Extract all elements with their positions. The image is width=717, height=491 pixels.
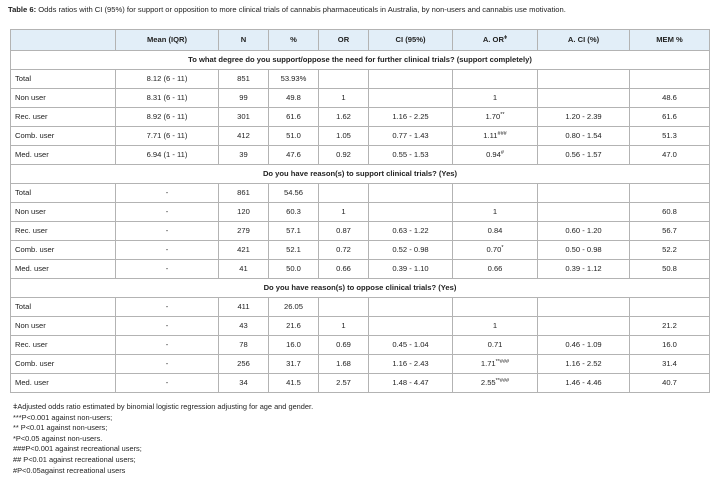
cell-odds-ratio: 1 — [319, 203, 369, 222]
aor-significance: **### — [495, 378, 510, 384]
cell-n: 861 — [219, 184, 269, 203]
cell-percent: 57.1 — [269, 222, 319, 241]
header-cell-mem: MEM % — [630, 30, 710, 51]
table-row — [11, 317, 710, 336]
cell-row-label: Med. user — [11, 374, 116, 393]
cell-n: 120 — [219, 203, 269, 222]
cell-ci-95: 0.55 - 1.53 — [369, 146, 453, 165]
cell-adjusted-ci: 0.60 - 1.20 — [538, 222, 630, 241]
table-row — [11, 203, 710, 222]
aor-significance: ### — [497, 131, 507, 137]
aor-value: 1 — [492, 207, 498, 216]
aor-value: 0.71 — [487, 340, 503, 349]
cell-adjusted-or — [453, 184, 538, 203]
cell-adjusted-or — [453, 146, 538, 165]
cell-row-label: Comb. user — [11, 241, 116, 260]
header-cell-aci: A. CI (%) — [538, 30, 630, 51]
cell-percent: 50.0 — [269, 260, 319, 279]
cell-mem-percent: 16.0 — [630, 336, 710, 355]
cell-mem-percent — [630, 298, 710, 317]
cell-percent: 52.1 — [269, 241, 319, 260]
cell-n: 34 — [219, 374, 269, 393]
cell-adjusted-or — [453, 222, 538, 241]
header-cell-pct: % — [269, 30, 319, 51]
footnotes — [13, 402, 693, 476]
cell-adjusted-ci: 0.56 - 1.57 — [538, 146, 630, 165]
cell-n: 41 — [219, 260, 269, 279]
cell-row-label: Total — [11, 298, 116, 317]
section-title: Do you have reason(s) to support clinical trials? (Yes) — [11, 165, 710, 184]
header-aor-sup: ǂ — [503, 35, 508, 41]
cell-ci-95 — [369, 317, 453, 336]
cell-adjusted-ci: 0.46 - 1.09 — [538, 336, 630, 355]
cell-adjusted-ci — [538, 70, 630, 89]
cell-row-label: Non user — [11, 203, 116, 222]
header-cell-mean: Mean (IQR) — [116, 30, 219, 51]
cell-odds-ratio — [319, 184, 369, 203]
cell-row-label: Total — [11, 70, 116, 89]
cell-ci-95: 0.63 - 1.22 — [369, 222, 453, 241]
cell-percent: 21.6 — [269, 317, 319, 336]
header-row — [11, 30, 710, 51]
cell-adjusted-ci — [538, 317, 630, 336]
cell-ci-95 — [369, 89, 453, 108]
cell-ci-95: 1.16 - 2.25 — [369, 108, 453, 127]
cell-mem-percent: 61.6 — [630, 108, 710, 127]
cell-adjusted-or — [453, 374, 538, 393]
cell-odds-ratio — [319, 298, 369, 317]
table-caption — [8, 4, 708, 15]
cell-adjusted-ci: 1.46 - 4.46 — [538, 374, 630, 393]
cell-n: 301 — [219, 108, 269, 127]
table-row — [11, 146, 710, 165]
aor-value: 1 — [492, 93, 498, 102]
section-title: To what degree do you support/oppose the need for further clinical trials? (support completely) — [11, 51, 710, 70]
cell-mean-iqr: - — [116, 298, 219, 317]
cell-n: 421 — [219, 241, 269, 260]
aor-significance: ** — [500, 112, 505, 118]
cell-mean-iqr: 8.92 (6 - 11) — [116, 108, 219, 127]
cell-ci-95: 1.48 - 4.47 — [369, 374, 453, 393]
header-cell-label — [11, 30, 116, 51]
cell-mean-iqr: - — [116, 317, 219, 336]
section-header-row — [11, 51, 710, 70]
table-row — [11, 184, 710, 203]
cell-row-label: Non user — [11, 317, 116, 336]
cell-adjusted-ci: 0.80 - 1.54 — [538, 127, 630, 146]
cell-mem-percent: 31.4 — [630, 355, 710, 374]
table-row — [11, 355, 710, 374]
aor-significance: **### — [495, 359, 510, 365]
cell-percent: 53.93% — [269, 70, 319, 89]
cell-n: 412 — [219, 127, 269, 146]
cell-ci-95: 0.39 - 1.10 — [369, 260, 453, 279]
cell-n: 39 — [219, 146, 269, 165]
cell-mean-iqr: 6.94 (1 - 11) — [116, 146, 219, 165]
cell-adjusted-or — [453, 241, 538, 260]
cell-adjusted-or — [453, 260, 538, 279]
cell-odds-ratio — [319, 70, 369, 89]
aor-value: 0.84 — [487, 226, 503, 235]
cell-odds-ratio: 2.57 — [319, 374, 369, 393]
cell-row-label: Rec. user — [11, 336, 116, 355]
footnote-line: #P<0.05against recreational users — [13, 465, 126, 475]
footnote-line: ###P<0.001 against recreational users; — [13, 444, 142, 454]
cell-ci-95: 0.45 - 1.04 — [369, 336, 453, 355]
cell-mem-percent — [630, 70, 710, 89]
cell-mem-percent: 48.6 — [630, 89, 710, 108]
aor-value: 2.55 — [480, 378, 496, 387]
cell-percent: 54.56 — [269, 184, 319, 203]
cell-row-label: Comb. user — [11, 127, 116, 146]
caption-label: Table 6: — [8, 5, 37, 14]
cell-mean-iqr: 8.12 (6 - 11) — [116, 70, 219, 89]
cell-percent: 31.7 — [269, 355, 319, 374]
cell-adjusted-ci: 1.20 - 2.39 — [538, 108, 630, 127]
aor-value: 0.66 — [487, 264, 503, 273]
cell-adjusted-or — [453, 317, 538, 336]
cell-adjusted-ci: 1.16 - 2.52 — [538, 355, 630, 374]
cell-mem-percent: 40.7 — [630, 374, 710, 393]
cell-ci-95: 0.52 - 0.98 — [369, 241, 453, 260]
table-row — [11, 127, 710, 146]
table-row — [11, 336, 710, 355]
cell-mem-percent: 52.2 — [630, 241, 710, 260]
table-body — [11, 51, 710, 393]
section-header-row — [11, 165, 710, 184]
cell-adjusted-or — [453, 203, 538, 222]
table-row — [11, 241, 710, 260]
table-row — [11, 260, 710, 279]
header-cell-aor — [453, 30, 538, 51]
cell-adjusted-ci: 0.50 - 0.98 — [538, 241, 630, 260]
footnote-line: ** P<0.01 against non-users; — [13, 423, 108, 433]
footnote-line: ***P<0.001 against non-users; — [13, 412, 113, 422]
table-row — [11, 108, 710, 127]
cell-odds-ratio: 0.69 — [319, 336, 369, 355]
cell-ci-95 — [369, 298, 453, 317]
table-row — [11, 298, 710, 317]
cell-mean-iqr: 8.31 (6 - 11) — [116, 89, 219, 108]
section-header-row — [11, 279, 710, 298]
cell-mem-percent: 51.3 — [630, 127, 710, 146]
table-row — [11, 70, 710, 89]
cell-mem-percent: 50.8 — [630, 260, 710, 279]
cell-mem-percent: 47.0 — [630, 146, 710, 165]
cell-n: 279 — [219, 222, 269, 241]
cell-mean-iqr: - — [116, 222, 219, 241]
cell-percent: 51.0 — [269, 127, 319, 146]
cell-row-label: Med. user — [11, 260, 116, 279]
cell-mean-iqr: - — [116, 203, 219, 222]
cell-mean-iqr: - — [116, 355, 219, 374]
cell-adjusted-or — [453, 70, 538, 89]
cell-ci-95 — [369, 203, 453, 222]
table-row — [11, 89, 710, 108]
cell-mean-iqr: - — [116, 241, 219, 260]
cell-odds-ratio: 0.92 — [319, 146, 369, 165]
cell-odds-ratio: 0.66 — [319, 260, 369, 279]
cell-mean-iqr: 7.71 (6 - 11) — [116, 127, 219, 146]
cell-odds-ratio: 1 — [319, 317, 369, 336]
cell-percent: 26.05 — [269, 298, 319, 317]
cell-n: 99 — [219, 89, 269, 108]
cell-percent: 49.8 — [269, 89, 319, 108]
cell-adjusted-ci — [538, 298, 630, 317]
cell-percent: 16.0 — [269, 336, 319, 355]
cell-ci-95 — [369, 184, 453, 203]
cell-adjusted-or — [453, 127, 538, 146]
table-row — [11, 374, 710, 393]
cell-odds-ratio: 0.72 — [319, 241, 369, 260]
odds-ratio-table — [10, 29, 710, 393]
table-row — [11, 222, 710, 241]
aor-value: 1 — [492, 321, 498, 330]
cell-percent: 61.6 — [269, 108, 319, 127]
cell-odds-ratio: 1.05 — [319, 127, 369, 146]
cell-n: 411 — [219, 298, 269, 317]
cell-percent: 41.5 — [269, 374, 319, 393]
cell-ci-95: 0.77 - 1.43 — [369, 127, 453, 146]
cell-odds-ratio: 1.62 — [319, 108, 369, 127]
cell-mean-iqr: - — [116, 184, 219, 203]
header-cell-or: OR — [319, 30, 369, 51]
cell-ci-95: 1.16 - 2.43 — [369, 355, 453, 374]
cell-ci-95 — [369, 70, 453, 89]
cell-mem-percent — [630, 184, 710, 203]
cell-odds-ratio: 0.87 — [319, 222, 369, 241]
cell-row-label: Comb. user — [11, 355, 116, 374]
cell-percent: 47.6 — [269, 146, 319, 165]
cell-n: 851 — [219, 70, 269, 89]
cell-row-label: Rec. user — [11, 108, 116, 127]
aor-value: 1.11 — [483, 131, 498, 140]
cell-mem-percent: 21.2 — [630, 317, 710, 336]
cell-adjusted-or — [453, 298, 538, 317]
header-aor-text: A. OR — [482, 35, 504, 44]
cell-adjusted-ci — [538, 89, 630, 108]
cell-mean-iqr: - — [116, 336, 219, 355]
cell-adjusted-ci: 0.39 - 1.12 — [538, 260, 630, 279]
cell-mean-iqr: - — [116, 260, 219, 279]
cell-n: 43 — [219, 317, 269, 336]
cell-adjusted-or — [453, 89, 538, 108]
caption-text: Odds ratios with CI (95%) for support or opposition to more clinical trials of cannabis pharmaceuticals in Australia, by non-users and cannabis use motivation. — [36, 5, 566, 14]
cell-row-label: Total — [11, 184, 116, 203]
cell-adjusted-or — [453, 108, 538, 127]
section-title: Do you have reason(s) to oppose clinical trials? (Yes) — [11, 279, 710, 298]
aor-value: 1.71 — [480, 359, 496, 368]
aor-value: 0.70 — [486, 245, 502, 254]
footnote-line: ## P<0.01 against recreational users; — [13, 454, 136, 464]
header-cell-ci: CI (95%) — [369, 30, 453, 51]
cell-mem-percent: 60.8 — [630, 203, 710, 222]
cell-row-label: Med. user — [11, 146, 116, 165]
cell-n: 256 — [219, 355, 269, 374]
cell-mem-percent: 56.7 — [630, 222, 710, 241]
cell-adjusted-or — [453, 355, 538, 374]
cell-adjusted-or — [453, 336, 538, 355]
cell-row-label: Non user — [11, 89, 116, 108]
aor-value: 0.94 — [486, 150, 501, 159]
cell-mean-iqr: - — [116, 374, 219, 393]
aor-significance: # — [500, 150, 504, 156]
footnote-line: ǂAdjusted odds ratio estimated by binomial logistic regression adjusting for age and gender. — [13, 402, 314, 411]
cell-row-label: Rec. user — [11, 222, 116, 241]
aor-value: 1.70 — [485, 112, 501, 121]
aor-significance: * — [501, 245, 504, 251]
cell-adjusted-ci — [538, 184, 630, 203]
cell-odds-ratio: 1.68 — [319, 355, 369, 374]
cell-n: 78 — [219, 336, 269, 355]
cell-percent: 60.3 — [269, 203, 319, 222]
header-cell-n: N — [219, 30, 269, 51]
cell-odds-ratio: 1 — [319, 89, 369, 108]
cell-adjusted-ci — [538, 203, 630, 222]
footnote-line: *P<0.05 against non-users. — [13, 433, 103, 443]
